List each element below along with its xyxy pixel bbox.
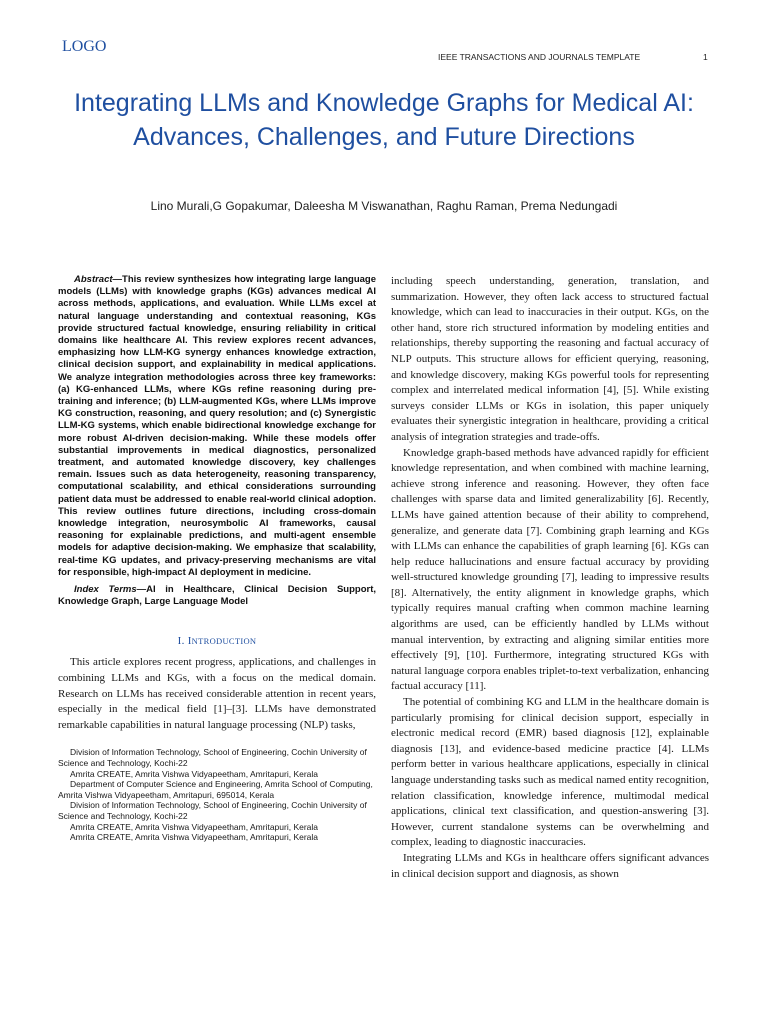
body-paragraph: The potential of combining KG and LLM in the healthcare domain is particularly promising for clinical decision support, especially in electronic medical record (EMR) based diagnosis [12], explainable diagnosis [13], and evidence-based medicine practice [4]. LLMs perform better in various healthcare applications, especially in clinical language understanding tasks such as medical named entity recognition, relation classification, knowledge inference, multimodal medical applications, clinical text classification, and question-answering [3]. However, current standalone systems can be overwhelming and complex, leading to diagnostic inaccuracies. [391,696,709,849]
authors: Lino Murali,G Gopakumar, Daleesha M Viswanathan, Raghu Raman, Prema Nedungadi [150,199,618,213]
footnote: Amrita CREATE, Amrita Vishwa Vidyapeetham, Amritapuri, Kerala [70,821,319,832]
page-number: 1 [703,52,708,62]
abstract [58,274,376,579]
section-initial: I [187,635,192,648]
affiliation-footnotes [58,747,376,842]
body-paragraph: Integrating LLMs and KGs in healthcare offers significant advances in clinical decision support and diagnosis, as shown [391,851,709,880]
section-heading-introduction [58,635,376,647]
section-rest: NTRODUCTION [191,636,257,647]
abstract-text: This review synthesizes how integrating large language models (LLMs) with knowledge graphs (KGs) advances medical AI across methods, applications, and evaluation. While LLMs excel at natural language understanding and contextual reasoning, KGs provide structured factual knowledge, ensuring reliability in critical domains like healthcare AI. This review explores recent advances, emphasizing how LLM-KG synergy enhances knowledge extraction, clinical decision support, and explainability in medical applications. We analyze integration methodologies across three key frameworks: (a) KG-enhanced LLMs, where KGs refine reasoning during pre-training and inference; (b) LLM-augmented KGs, where LLMs improve KG construction, reasoning, and query resolution; and (c) Synergistic LLM-KG systems, which enable bidirectional knowledge exchange for more robust AI-driven decision-making. While these models offer substantial improvements in medical diagnostics, personalized treatment, and automated knowledge discovery, key challenges remain. Issues such as data heterogeneity, reasoning transparency, computational scalability, and ethical considerations surrounding patient data must be addressed to enable real-world clinical adoption. This review outlines future directions, including cross-domain knowledge integration, neurosymbolic AI frameworks, causal reasoning for explainable predictions, and multi-agent ensemble models for adaptive decision-making. We emphasize that scalability, real-time KG updates, and privacy-preserving mechanisms are vital for responsible, high-impact AI deployment in medicine. [58,274,376,578]
right-column [391,274,709,882]
abstract-label: Abstract— [74,274,123,285]
body-paragraph: including speech understanding, generation, translation, and summarization. However, they often lack access to structured factual knowledge, which can lead to inaccuracies in their output. KGs, on the other hand, store rich structured information by modeling entities and relationships, thereby supporting the reasoning and factual accuracy of NLP outputs. This structure allows for efficient querying, reasoning, and knowledge discovery, making KGs powerful tools for representing complex and interrelated medical information [4], [5]. While existing surveys consider LLMs or KGs in isolation, this paper uniquely evaluates their synergistic integration in healthcare, providing a critical analysis of integration strategies and trade-offs. [391,275,709,443]
paper-title: Integrating LLMs and Knowledge Graphs for Medical AI: Advances, Challenges, and Future Directions [74,89,694,151]
section-numeral: I. [177,635,185,648]
footnote: Division of Information Technology, School of Engineering, Cochin University of Science and Technology, Kochi-22 [58,747,367,769]
footnote: Amrita CREATE, Amrita Vishwa Vidyapeetham, Amritapuri, Kerala [70,768,319,779]
footnote: Amrita CREATE, Amrita Vishwa Vidyapeetham, Amritapuri, Kerala [70,832,319,843]
index-terms-label: Index Terms— [74,584,147,596]
footnote: Division of Information Technology, School of Engineering, Cochin University of Science and Technology, Kochi-22 [58,800,367,822]
index-terms [58,584,376,608]
body-paragraph: Knowledge graph-based methods have advanced rapidly for efficient knowledge representation, and when combined with machine learning, achieve strong inference and reasoning. However, they often face challenges with sparse data and limited generalizability [6]. Recently, LLMs have gained attention because of their ability to comprehend, generalize, and generate data [7]. Combining graph learning and KGs with LLMs can enhance the capabilities of graph learning [6]. KGs can help reduce hallucinations and ensure factual accuracy by providing well-structured knowledge grounding [7], leading to impressive results [8]. Alternatively, the entity alignment in knowledge graphs, which typically requires manual crafting when common machine learning algorithms are used, can be efficiently handled by LLMs without manual intervention, by extracting and aligning similar entities more effectively [9], [10]. Furthermore, integrating structured KGs with natural language corpora enables triplet-to-text verbalization, enhancing factual accuracy [11]. [391,446,709,693]
index-terms-text: AI in Healthcare, Clinical Decision Support, Knowledge Graph, Large Language Model [58,584,376,608]
intro-paragraph: This article explores recent progress, applications, and challenges in combining LLMs and KGs, with a focus on the medical domain. Research on LLMs has received considerable attention in recent years, especially in the medical field [1]–[3]. LLMs have demonstrated remarkable capabilities in natural language processing (NLP) tasks, [58,656,376,731]
running-head: IEEE TRANSACTIONS AND JOURNALS TEMPLATE [438,52,641,62]
footnote: Department of Computer Science and Engineering, Amrita School of Computing, Amrita Vishwa Vidyapeetham, Amritapuri, 695014, Kerala [58,779,373,800]
left-column [58,274,376,843]
logo: LOGO [62,38,107,55]
